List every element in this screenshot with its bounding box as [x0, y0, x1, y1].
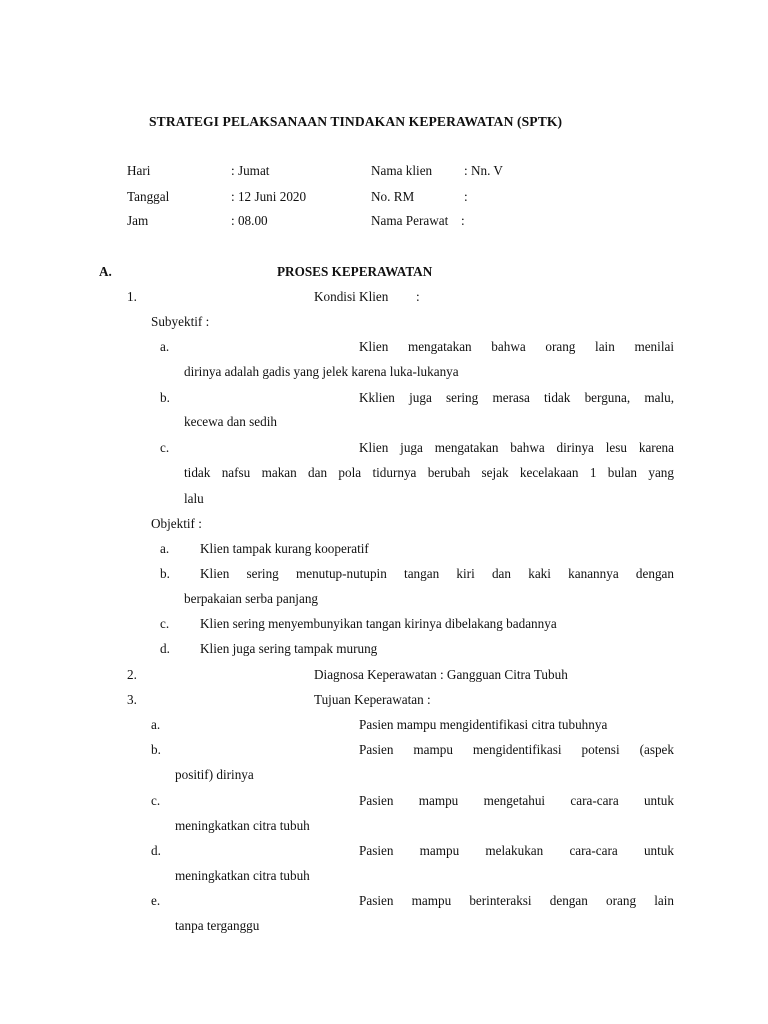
subyektif-label: Subyektif : [151, 314, 210, 329]
item-3-heading: Tujuan Keperawatan : [314, 692, 431, 707]
subyektif-a-marker: a. [160, 339, 170, 354]
subyektif-a-line1: Klien mengatakan bahwa orang lain menilai [359, 339, 674, 354]
subyektif-c-line3: lalu [184, 491, 204, 506]
subyektif-a-line2: dirinya adalah gadis yang jelek karena luka-lukanya [184, 364, 459, 379]
item-1-marker: 1. [127, 289, 137, 304]
tujuan-a-marker: a. [151, 717, 161, 732]
tujuan-e-line2: tanpa terganggu [175, 918, 260, 933]
subyektif-b-line2: kecewa dan sedih [184, 414, 278, 429]
item-3-marker: 3. [127, 692, 137, 707]
item-1-heading: Kondisi Klien [314, 289, 389, 304]
tujuan-d-line1: Pasien mampu melakukan cara-cara untuk [359, 843, 674, 858]
item-1-colon: : [416, 289, 420, 304]
tujuan-c-line2: meningkatkan citra tubuh [175, 818, 310, 833]
objektif-b-line1: Klien sering menutup-nutupin tangan kiri dan kaki kanannya dengan [200, 566, 674, 581]
objektif-b-line2: berpakaian serba panjang [184, 591, 319, 606]
objektif-d-marker: d. [160, 641, 170, 656]
tujuan-e-marker: e. [151, 893, 161, 908]
objektif-d-line1: Klien juga sering tampak murung [200, 641, 378, 656]
subyektif-c-marker: c. [160, 440, 170, 455]
objektif-label: Objektif : [151, 516, 202, 531]
objektif-a-line1: Klien tampak kurang kooperatif [200, 541, 369, 556]
item-2-text: Diagnosa Keperawatan : Gangguan Citra Tubuh [314, 667, 568, 682]
tujuan-c-line1: Pasien mampu mengetahui cara-cara untuk [359, 793, 674, 808]
tujuan-e-line1: Pasien mampu berinteraksi dengan orang lain [359, 893, 674, 908]
tanggal-value: : 12 Juni 2020 [231, 189, 307, 204]
jam-label: Jam [127, 213, 149, 228]
objektif-c-marker: c. [160, 616, 170, 631]
subyektif-b-marker: b. [160, 390, 170, 405]
subyektif-c-line2: tidak nafsu makan dan pola tidurnya berubah sejak kecelakaan 1 bulan yang [184, 465, 674, 480]
tujuan-b-line1: Pasien mampu mengidentifikasi potensi (aspek [359, 742, 674, 757]
nama-perawat-value: : [461, 213, 465, 228]
nama-perawat-label: Nama Perawat [371, 213, 449, 228]
nama-klien-value: : Nn. V [464, 163, 503, 178]
tanggal-label: Tanggal [127, 189, 170, 204]
document-title: STRATEGI PELAKSANAAN TINDAKAN KEPERAWATAN (SPTK) [149, 114, 563, 129]
tujuan-a-line1: Pasien mampu mengidentifikasi citra tubuhnya [359, 717, 608, 732]
section-a-heading: PROSES KEPERAWATAN [277, 264, 433, 279]
tujuan-d-marker: d. [151, 843, 161, 858]
subyektif-b-line1: Kklien juga sering merasa tidak berguna, malu, [359, 390, 674, 405]
objektif-b-marker: b. [160, 566, 170, 581]
section-a-marker: A. [99, 264, 112, 279]
objektif-a-marker: a. [160, 541, 170, 556]
jam-value: : 08.00 [231, 213, 268, 228]
item-2-marker: 2. [127, 667, 137, 682]
tujuan-b-line2: positif) dirinya [175, 767, 254, 782]
tujuan-c-marker: c. [151, 793, 161, 808]
tujuan-d-line2: meningkatkan citra tubuh [175, 868, 310, 883]
objektif-c-line1: Klien sering menyembunyikan tangan kirinya dibelakang badannya [200, 616, 557, 631]
subyektif-c-line1: Klien juga mengatakan bahwa dirinya lesu karena [359, 440, 674, 455]
no-rm-label: No. RM [371, 189, 415, 204]
hari-value: : Jumat [231, 163, 270, 178]
hari-label: Hari [127, 163, 151, 178]
nama-klien-label: Nama klien [371, 163, 433, 178]
tujuan-b-marker: b. [151, 742, 161, 757]
no-rm-value: : [464, 189, 468, 204]
